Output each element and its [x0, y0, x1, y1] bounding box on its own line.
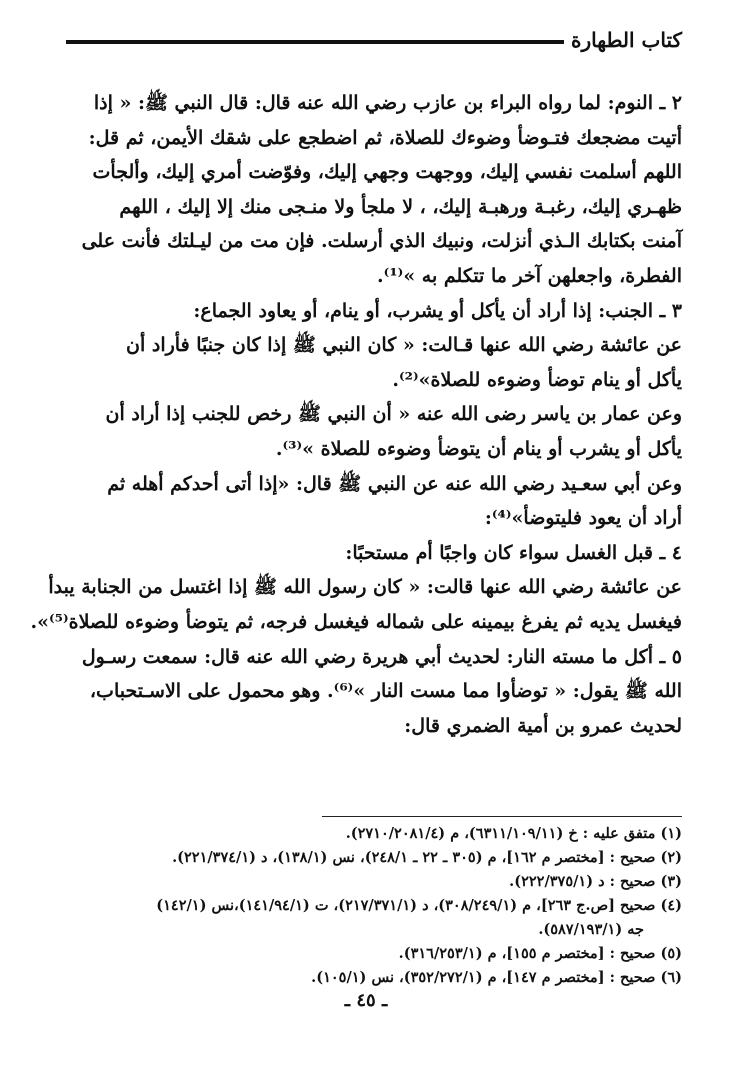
chapter-title: كتاب الطهارة	[571, 28, 682, 52]
text-line: وعن أبي سعـيد رضي الله عنه عن النبي ﷺ قال: «إذا أتى أحدكم أهله ثم	[107, 472, 682, 495]
text-line: وعن عمار بن ياسر رضى الله عنه « أن النبي ﷺ رخص للجنب إذا أراد أن	[105, 403, 682, 426]
footnote: (٦) صحيح : [مختصر م ١٤٧]، م (٣٥٢/٢٧٢/١)، نس (١٠٥/١).	[311, 969, 682, 986]
text-line: الله ﷺ يقول: « توضأوا مما مست النار »⁽⁶⁾. وهو محمول على الاسـتحباب،	[89, 680, 682, 703]
footnote: (١) متفق عليه : خ (٦٣١١/١٠٩/١١)، م (٢٧١٠/٢٠٨١/٤).	[345, 825, 682, 842]
text-line: أتيت مضجعك فتـوضأ وضوءك للصلاة، ثم اضطجع على شقك الأيمن، ثم قل:	[88, 126, 682, 149]
text-line: آمنت بكتابك الـذي أنزلت، ونبيك الذي أرسلت. فإن مت من ليـلتك فأنت على	[81, 230, 682, 253]
text-line: عن عائشة رضي الله عنها قالت: « كان رسول الله ﷺ إذا اغتسل من الجنابة يبدأ	[48, 576, 682, 599]
footnote-continuation: جه (٥٨٧/١٩٣/١).	[538, 921, 644, 938]
text-line: لحديث عمرو بن أمية الضمري قال:	[404, 714, 682, 737]
text-line: ٤ ـ قبل الغسل سواء كان واجبًا أم مستحبًا:	[345, 541, 682, 564]
page-number: ـ ٤٥ ـ	[344, 990, 388, 1011]
footnotes	[60, 822, 682, 990]
text-line: فيغسل يديه ثم يفرغ بيمينه على شماله فيغسل فرجه، ثم يتوضأ وضوءه للصلاة⁽⁵⁾».	[30, 610, 682, 633]
header-rule	[66, 40, 564, 44]
text-line: الفطرة، واجعلهن آخر ما تتكلم به »⁽¹⁾.	[377, 264, 682, 287]
text-line: اللهم أسلمت نفسي إليك، ووجهت وجهي إليك، وفوّضت أمري إليك، وألجأت	[92, 161, 682, 184]
text-line: ٥ ـ أكل ما مسته النار: لحديث أبي هريرة رضي الله عنه قال: سمعت رسـول	[81, 645, 682, 668]
text-line: عن عائشة رضي الله عنها قـالت: « كان النبي ﷺ إذا كان جنبًا فأراد أن	[126, 334, 682, 357]
text-line: يأكل أو يشرب أو ينام أن يتوضأ وضوءه للصلاة »⁽³⁾.	[275, 437, 682, 460]
page-header	[60, 28, 682, 58]
footnote: (٥) صحيح : [مختصر م ١٥٥]، م (٣١٦/٢٥٣/١).	[398, 945, 682, 962]
text-line: ٣ ـ الجنب: إذا أراد أن يأكل أو يشرب، أو ينام، أو يعاود الجماع:	[193, 299, 682, 322]
footnote: (٤) صحيح [ص.ج ٢٦٣]، م (٣٠٨/٢٤٩/١)، د (٢١٧/٣٧١/١)، ت (١٤١/٩٤/١)،نس (١٤٢/١)	[156, 897, 682, 914]
footnote-separator	[322, 816, 682, 817]
text-line: أراد أن يعود فليتوضأ»⁽⁴⁾:	[484, 507, 682, 530]
text-line: يأكل أو ينام توضأ وضوءه للصلاة»⁽²⁾.	[392, 368, 682, 391]
footnote: (٢) صحيح : [مختصر م ١٦٢]، م (٣٠٥ ـ ٢٢ ـ ٢٤٨/١)، نس (١٣٨/١)، د (٢٢١/٣٧٤/١).	[172, 849, 682, 866]
text-line: ٢ ـ النوم: لما رواه البراء بن عازب رضي الله عنه قال: قال النبي ﷺ: « إذا	[93, 92, 682, 114]
text-line: ظهـري إليك، رغبـة ورهبـة إليك، ، لا ملجأ ولا منـجى منك إلا إليك ، اللهم	[119, 195, 682, 218]
main-text	[30, 86, 682, 743]
footnote: (٣) صحيح : د (٢٢٢/٣٧٥/١).	[509, 873, 682, 890]
